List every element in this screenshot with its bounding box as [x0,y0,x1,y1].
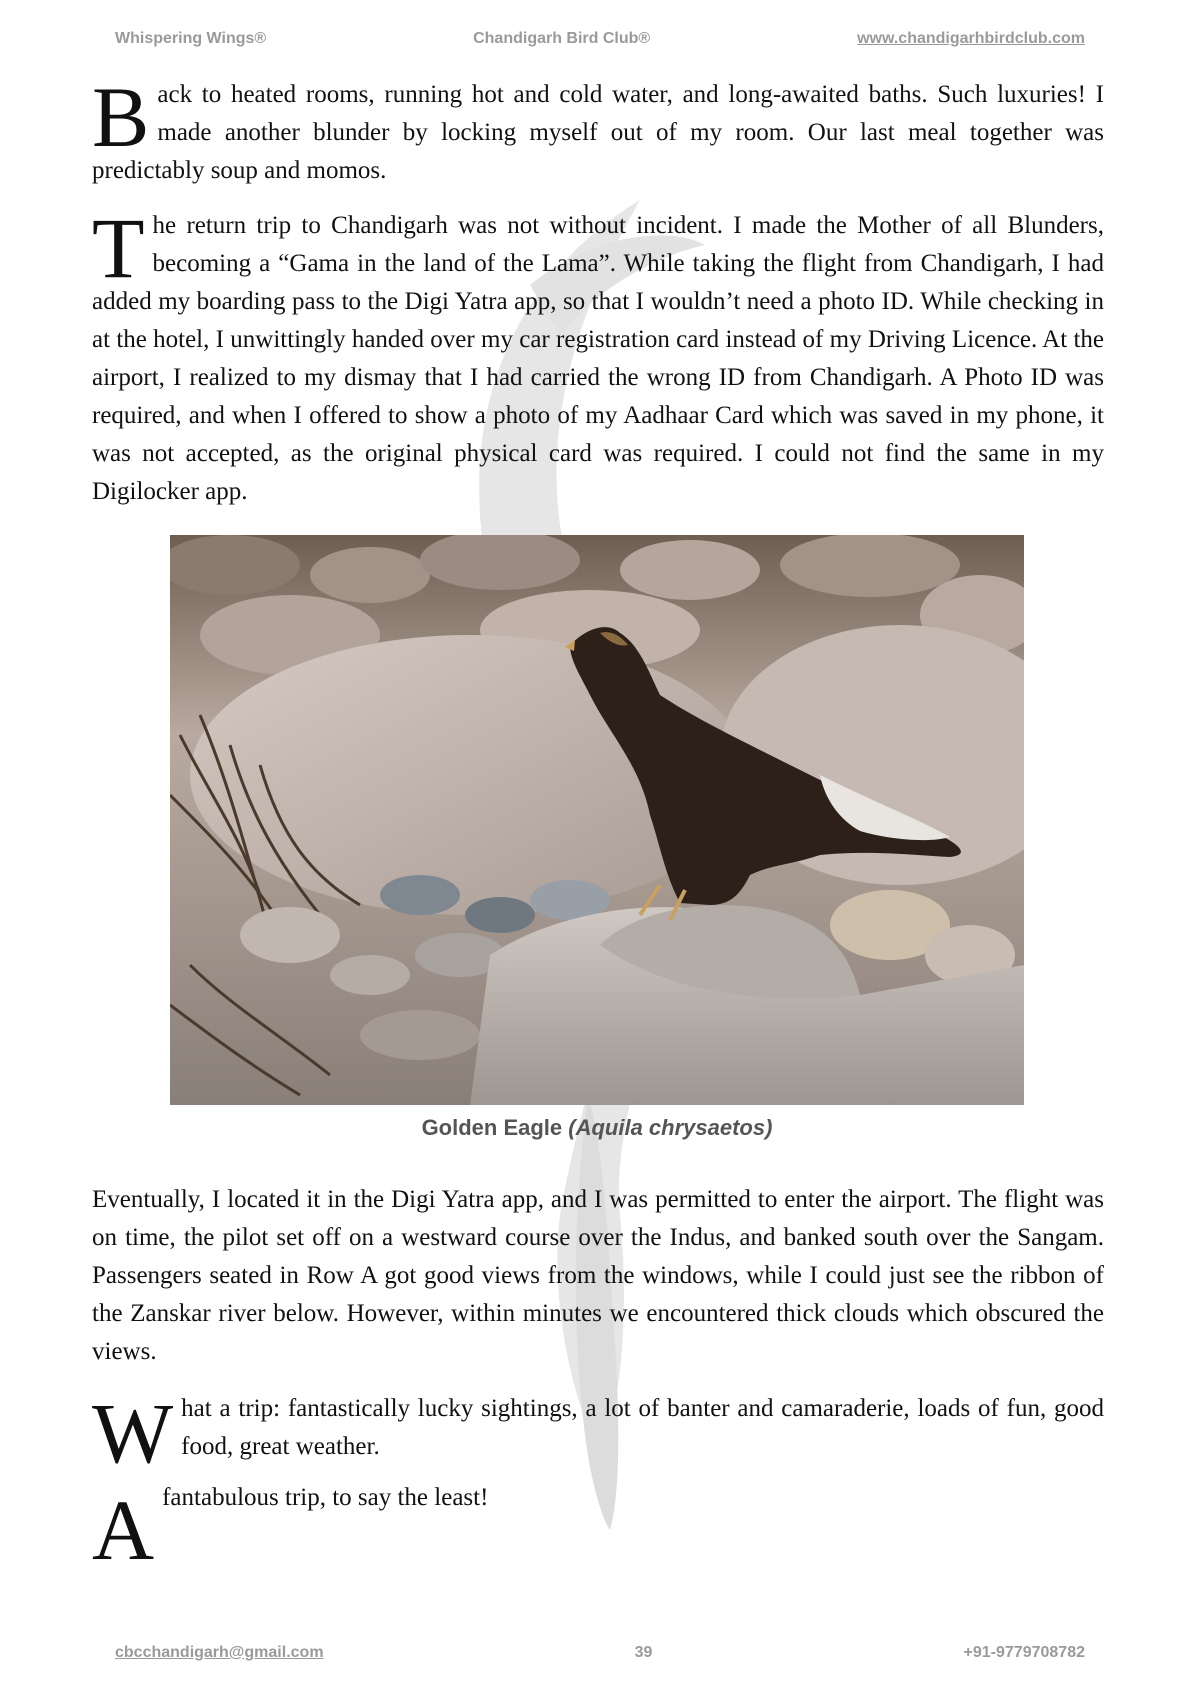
paragraph-3-text: Eventually, I located it in the Digi Yatra app, and I was permitted to enter the airport. The flight was on time, the pilot set off on a westward course over the Indus, and banked south over the Sangam. Passengers seated in Row A got good views from the windows, while I could just see the ribbon of the Zanskar river below. However, within minutes we encountered thick clouds which obscured the views. [92,1186,1104,1365]
golden-eagle-image [170,535,1024,1105]
paragraph-5-text: fantabulous trip, to say the least! [162,1484,489,1511]
header-website-link[interactable]: www.chandigarhbirdclub.com [857,30,1085,47]
page-header [115,30,1085,48]
header-publication: Whispering Wings® [115,30,267,47]
paragraph-4 [92,1385,1104,1481]
footer-email-link[interactable]: cbcchandigarh@gmail.com [115,1644,324,1661]
dropcap-b: B [92,69,150,165]
caption-scientific-name: (Aquila chrysaetos) [568,1115,773,1140]
paragraph-5 [92,1479,1104,1578]
caption-common-name: Golden Eagle [421,1115,569,1140]
paragraph-2 [92,200,1104,511]
dropcap-a: A [92,1482,155,1578]
header-club-name: Chandigarh Bird Club® [473,30,651,47]
golden-eagle-photo [170,535,1024,1105]
footer-phone: +91-9779708782 [963,1644,1085,1661]
paragraph-1 [92,69,1104,190]
dropcap-t: T [92,200,145,296]
paragraph-3 [92,1181,1104,1371]
paragraph-1-text: ack to heated rooms, running hot and cold water, and long-awaited baths. Such luxuries! I made another blunder by locking myself out of my room. Our last meal together was predictably soup and momos. [92,81,1104,184]
page-footer [115,1644,1085,1662]
page-number: 39 [634,1644,653,1661]
paragraph-2-text: he return trip to Chandigarh was not without incident. I made the Mother of all Blunders, becoming a “Gama in the land of the Lama”. While taking the flight from Chandigarh, I had added my boarding pass to the Digi Yatra app, so that I wouldn’t need a photo ID. While checking in at the hotel, I unwittingly handed over my car registration card instead of my Driving Licence. At the airport, I realized to my dismay that I had carried the wrong ID from Chandigarh. A Photo ID was required, and when I offered to show a photo of my Aadhaar Card which was saved in my phone, it was not accepted, as the original physical card was required. I could not find the same in my Digilocker app. [92,212,1104,505]
paragraph-4-text: hat a trip: fantastically lucky sightings, a lot of banter and camaraderie, loads of fun, good food, great weather. [181,1395,1104,1460]
figure-caption [170,1115,1024,1141]
dropcap-w: W [92,1385,174,1481]
